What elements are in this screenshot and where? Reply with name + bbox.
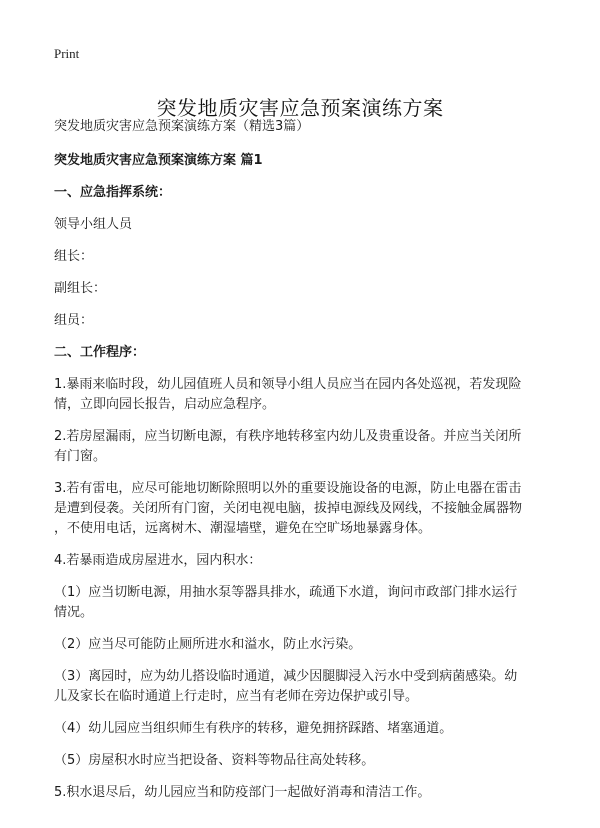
procedure-subitem-1: （1）应当切断电源，用抽水泵等器具排水，疏通下水道，询问市政部门排水运行 情况。 [54, 585, 518, 620]
procedure-subitem-4: （4）幼儿园应当组织师生有秩序的转移，避免拥挤踩踏、堵塞通道。 [54, 721, 453, 736]
leader-group-label: 领导小组人员 [54, 217, 133, 232]
document-body [54, 117, 554, 815]
procedure-paragraph-2: 2.若房屋漏雨，应当切断电源，有秩序地转移室内幼儿及贵重设备。并应当关闭所 有门窗。 [54, 429, 522, 464]
group-leader-label: 组长： [54, 249, 94, 264]
procedure-paragraph-4: 4.若暴雨造成房屋进水，园内积水： [54, 553, 262, 568]
members-label: 组员： [54, 313, 94, 328]
procedure-subitem-3: （3）离园时，应为幼儿搭设临时通道，减少因腿脚浸入污水中受到病菌感染。幼 儿及家长在临时通道上行走时，应当有老师在旁边保护或引导。 [54, 669, 518, 704]
part2-heading: 二、工作程序： [54, 345, 146, 360]
procedure-paragraph-3: 3.若有雷电，应尽可能地切断除照明以外的重要设施设备的电源，防止电器在雷击 是遭到侵袭。关闭所有门窗，关闭电视电脑，拔掉电源线及网线，不接触金属器物 ，不使用电话，远离树木、潮湿墙壁，避免在空旷场地暴露身体。 [54, 481, 523, 536]
deputy-leader-label: 副组长： [54, 281, 107, 296]
document-title: 突发地质灾害应急预案演练方案 [156, 96, 444, 121]
procedure-subitem-2: （2）应当尽可能防止厕所进水和溢水，防止水污染。 [54, 637, 362, 652]
procedure-paragraph-1: 1.暴雨来临时段，幼儿园值班人员和领导小组人员应当在园内各处巡视，若发现险 情，立即向园长报告，启动应急程序。 [54, 377, 522, 412]
section-heading: 突发地质灾害应急预案演练方案 篇1 [54, 153, 263, 168]
document-subtitle: 突发地质灾害应急预案演练方案（精选3篇） [54, 119, 310, 134]
print-label: Print [54, 46, 80, 61]
part1-heading: 一、应急指挥系统： [54, 185, 172, 200]
procedure-paragraph-5: 5.积水退尽后，幼儿园应当和防疫部门一起做好消毒和清洁工作。 [54, 785, 431, 800]
procedure-subitem-5: （5）房屋积水时应当把设备、资料等物品往高处转移。 [54, 753, 375, 768]
